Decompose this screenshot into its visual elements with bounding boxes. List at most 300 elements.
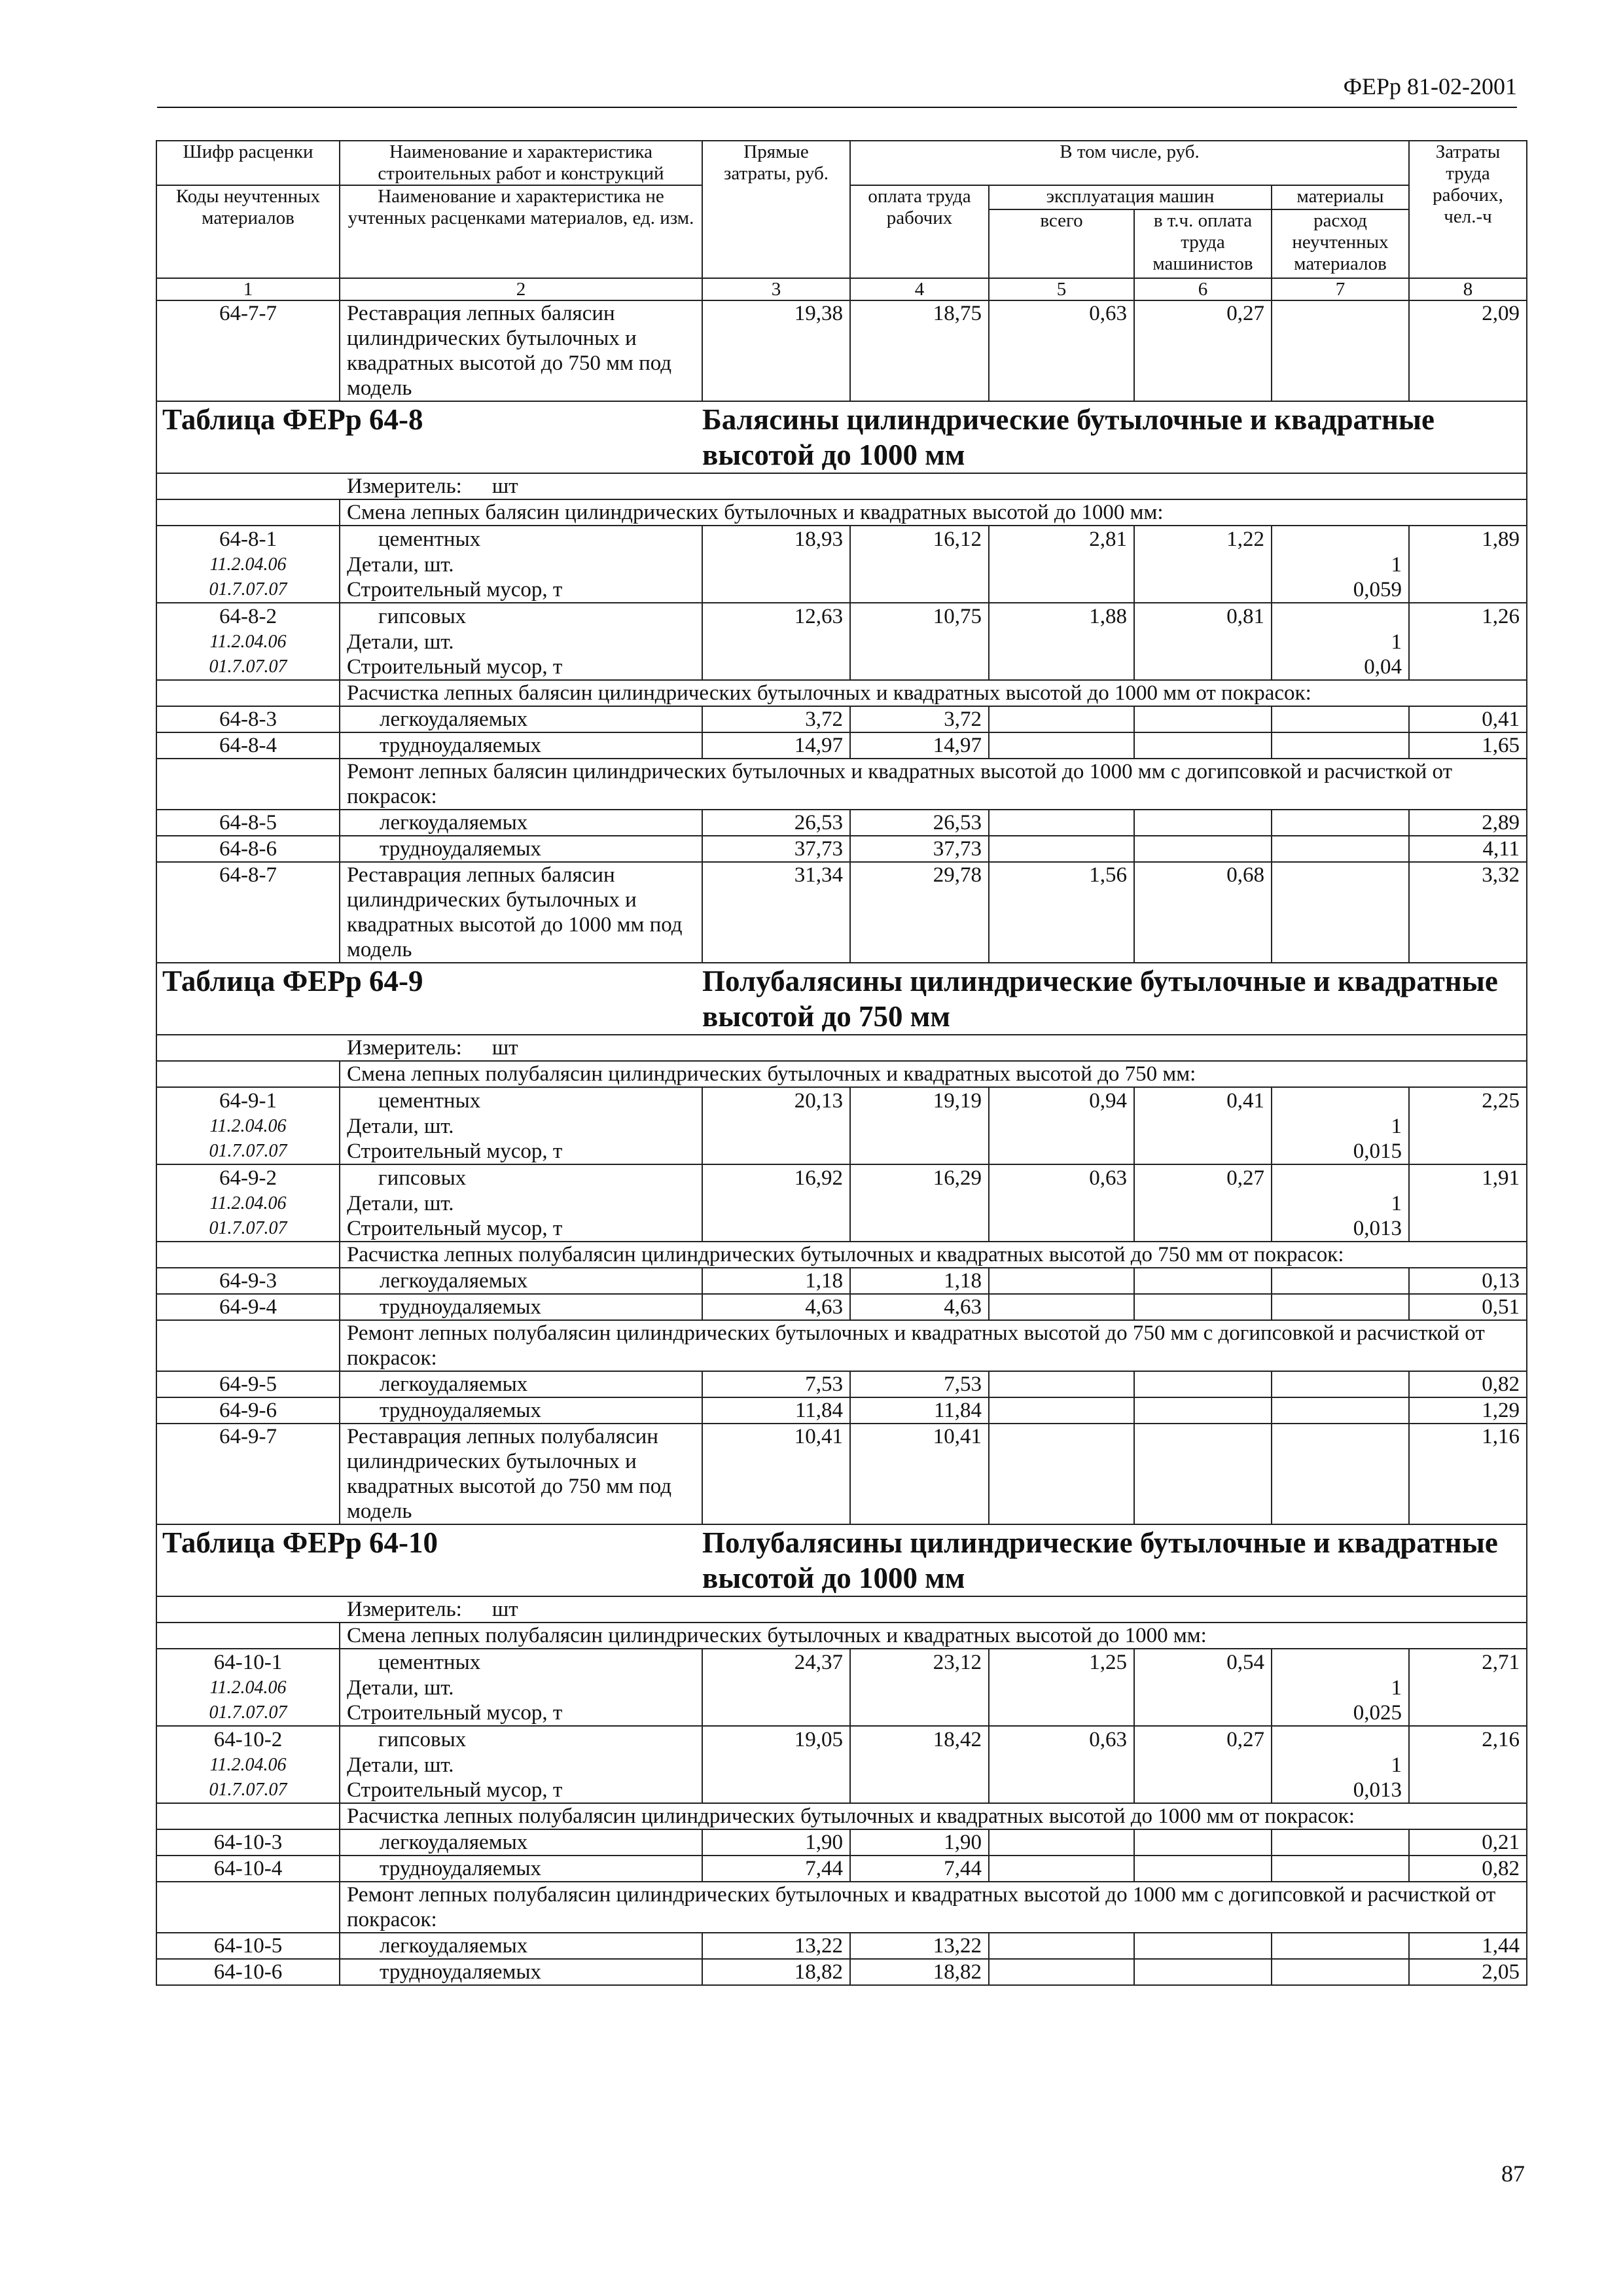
material-name: Строительный мусор, т — [347, 1778, 563, 1802]
rate-description-cell — [340, 1649, 702, 1726]
value-direct: 7,44 — [702, 1856, 850, 1882]
col-code-header: Шифр расценки — [156, 141, 340, 185]
table-title: Полубалясины цилиндрические бутылочные и квадратные высотой до 1000 мм — [702, 1524, 1527, 1596]
value-mach: 1,88 — [989, 603, 1134, 680]
value-direct: 13,22 — [702, 1933, 850, 1959]
materials — [1272, 300, 1409, 401]
material-name: Строительный мусор, т — [347, 1139, 563, 1163]
table-code: Таблица ФЕРр 64-9 — [156, 963, 702, 1035]
measure-row — [156, 473, 1527, 499]
value-direct: 37,73 — [702, 836, 850, 862]
value-labor: 18,42 — [850, 1726, 989, 1803]
value-mach — [989, 1294, 1134, 1320]
materials — [1272, 862, 1409, 963]
value-labor: 18,82 — [850, 1959, 989, 1985]
material-code: 11.2.04.06 — [209, 554, 287, 575]
rate-code-cell — [156, 526, 340, 603]
materials — [1272, 1371, 1409, 1397]
value-labor: 23,12 — [850, 1649, 989, 1726]
table-row — [156, 1268, 1527, 1294]
rate-description: трудноудаляемых — [340, 1856, 702, 1882]
value-labor: 10,41 — [850, 1424, 989, 1524]
table-row — [156, 836, 1527, 862]
machines-total: 0,63 — [989, 300, 1134, 401]
table-row — [156, 1164, 1527, 1242]
labor-hours: 0,21 — [1409, 1829, 1527, 1856]
group-heading: Ремонт лепных полубалясин цилиндрических бутылочных и квадратных высотой до 750 мм с догипсовкой и расчисткой от покрасок: — [340, 1320, 1527, 1371]
value-direct: 18,82 — [702, 1959, 850, 1985]
value-labor: 1,18 — [850, 1268, 989, 1294]
value-mach — [989, 836, 1134, 862]
empty-cell — [156, 1803, 340, 1829]
value-direct: 12,63 — [702, 603, 850, 680]
value-labor: 29,78 — [850, 862, 989, 963]
material-qty: 1 — [1391, 1676, 1402, 1700]
material-qty: 0,015 — [1353, 1139, 1402, 1163]
value-direct: 18,93 — [702, 526, 850, 603]
measure-label: Измеритель: — [347, 1598, 462, 1621]
table-row — [156, 1424, 1527, 1524]
section-title-row — [156, 963, 1527, 1035]
materials — [1272, 1829, 1409, 1856]
group-heading-row — [156, 680, 1527, 706]
rates-table — [156, 140, 1527, 1986]
value-mach: 2,81 — [989, 526, 1134, 603]
measure-unit: шт — [491, 475, 518, 498]
value-mach — [989, 1397, 1134, 1424]
measure-row — [156, 1035, 1527, 1061]
value-mach_labor — [1134, 836, 1272, 862]
table-row — [156, 1726, 1527, 1803]
section-title-row — [156, 401, 1527, 473]
col-machines-total-header: всего — [989, 209, 1134, 278]
rate-description: легкоудаляемых — [340, 1829, 702, 1856]
rate-description: легкоудаляемых — [340, 1268, 702, 1294]
materials-cell — [1272, 1164, 1409, 1242]
value-mach — [989, 732, 1134, 759]
col-materials-sub-header: расход неучтенных материалов — [1272, 209, 1409, 278]
value-labor: 10,75 — [850, 603, 989, 680]
materials-cell — [1272, 1726, 1409, 1803]
group-heading-row — [156, 1882, 1527, 1933]
section-title-row — [156, 1524, 1527, 1596]
materials — [1272, 810, 1409, 836]
rate-description: цементных — [378, 528, 481, 551]
col-name-header: Наименование и характеристика строительных работ и конструкций — [340, 141, 702, 185]
materials — [1272, 1959, 1409, 1985]
value-labor: 4,63 — [850, 1294, 989, 1320]
materials — [1272, 1424, 1409, 1524]
material-name: Детали, шт. — [347, 553, 454, 577]
table-row — [156, 526, 1527, 603]
material-code: 01.7.07.07 — [209, 579, 287, 600]
table-row — [156, 1087, 1527, 1164]
table-row — [156, 706, 1527, 732]
value-labor: 16,12 — [850, 526, 989, 603]
material-code: 01.7.07.07 — [209, 1702, 287, 1723]
value-mach — [989, 1268, 1134, 1294]
labor-hours: 0,82 — [1409, 1856, 1527, 1882]
material-name: Детали, шт. — [347, 1192, 454, 1215]
rate-description: трудноудаляемых — [340, 1959, 702, 1985]
value-labor: 3,72 — [850, 706, 989, 732]
value-mach_labor: 0,54 — [1134, 1649, 1272, 1726]
table-code: Таблица ФЕРр 64-10 — [156, 1524, 702, 1596]
material-name: Строительный мусор, т — [347, 1701, 563, 1725]
group-heading-row — [156, 759, 1527, 810]
material-qty: 0,025 — [1353, 1701, 1402, 1725]
materials-cell — [1272, 526, 1409, 603]
value-mach_labor: 0,81 — [1134, 603, 1272, 680]
value-direct: 11,84 — [702, 1397, 850, 1424]
value-mach: 0,94 — [989, 1087, 1134, 1164]
rate-code: 64-9-7 — [156, 1424, 340, 1524]
value-mach_labor — [1134, 1371, 1272, 1397]
colnum-3: 3 — [702, 278, 850, 300]
value-mach: 0,63 — [989, 1726, 1134, 1803]
colnum-7: 7 — [1272, 278, 1409, 300]
value-mach — [989, 1933, 1134, 1959]
rate-description-cell — [340, 1726, 702, 1803]
value-direct: 31,34 — [702, 862, 850, 963]
value-direct: 4,63 — [702, 1294, 850, 1320]
table-code: Таблица ФЕРр 64-8 — [156, 401, 702, 473]
measure-cell — [156, 1596, 1527, 1623]
value-mach — [989, 810, 1134, 836]
group-heading: Расчистка лепных полубалясин цилиндрических бутылочных и квадратных высотой до 1000 мм от покрасок: — [340, 1803, 1527, 1829]
value-mach_labor: 0,41 — [1134, 1087, 1272, 1164]
labor-hours: 2,05 — [1409, 1959, 1527, 1985]
rate-code-cell — [156, 603, 340, 680]
empty-cell — [156, 680, 340, 706]
value-direct: 1,18 — [702, 1268, 850, 1294]
labor-hours: 2,89 — [1409, 810, 1527, 836]
empty-cell — [156, 759, 340, 810]
value-direct: 26,53 — [702, 810, 850, 836]
table-row — [156, 732, 1527, 759]
group-heading-row — [156, 1061, 1527, 1087]
colnum-1: 1 — [156, 278, 340, 300]
material-name: Строительный мусор, т — [347, 578, 563, 601]
material-qty: 0,013 — [1353, 1217, 1402, 1240]
material-qty: 0,013 — [1353, 1778, 1402, 1802]
value-mach_labor — [1134, 810, 1272, 836]
rate-description: трудноудаляемых — [340, 732, 702, 759]
value-direct: 14,97 — [702, 732, 850, 759]
value-mach_labor — [1134, 1856, 1272, 1882]
labor-hours: 0,41 — [1409, 706, 1527, 732]
labor-hours: 2,09 — [1409, 300, 1527, 401]
col-materials-header: материалы — [1272, 185, 1409, 209]
rate-code: 64-9-1 — [219, 1089, 277, 1113]
value-mach_labor: 1,22 — [1134, 526, 1272, 603]
rate-code: 64-10-1 — [213, 1651, 283, 1674]
value-labor: 1,90 — [850, 1829, 989, 1856]
value-direct: 1,90 — [702, 1829, 850, 1856]
material-code: 11.2.04.06 — [209, 1755, 287, 1775]
rate-code: 64-9-5 — [156, 1371, 340, 1397]
colnum-6: 6 — [1134, 278, 1272, 300]
labor-hours: 2,25 — [1409, 1087, 1527, 1164]
material-name: Детали, шт. — [347, 1753, 454, 1777]
rate-description: трудноудаляемых — [340, 1397, 702, 1424]
group-heading: Расчистка лепных полубалясин цилиндрических бутылочных и квадратных высотой до 750 мм от покрасок: — [340, 1242, 1527, 1268]
rate-code: 64-9-4 — [156, 1294, 340, 1320]
rate-description: легкоудаляемых — [340, 706, 702, 732]
group-heading-row — [156, 1242, 1527, 1268]
table-title: Балясины цилиндрические бутылочные и квадратные высотой до 1000 мм — [702, 401, 1527, 473]
measure-cell — [156, 473, 1527, 499]
material-code: 01.7.07.07 — [209, 1780, 287, 1800]
material-qty: 0,059 — [1353, 578, 1402, 601]
materials-cell — [1272, 603, 1409, 680]
measure-row — [156, 1596, 1527, 1623]
rate-code: 64-7-7 — [156, 300, 340, 401]
table-row — [156, 1649, 1527, 1726]
labor-hours: 1,26 — [1409, 603, 1527, 680]
measure-unit: шт — [491, 1036, 518, 1060]
materials — [1272, 1268, 1409, 1294]
value-direct: 24,37 — [702, 1649, 850, 1726]
rate-code-cell — [156, 1087, 340, 1164]
empty-cell — [156, 1242, 340, 1268]
value-labor: 7,53 — [850, 1371, 989, 1397]
table-row — [156, 1829, 1527, 1856]
labor-hours: 0,51 — [1409, 1294, 1527, 1320]
material-name: Строительный мусор, т — [347, 655, 563, 679]
labor-hours: 1,89 — [1409, 526, 1527, 603]
header-rule — [157, 107, 1517, 108]
measure-label: Измеритель: — [347, 475, 462, 498]
empty-cell — [156, 1882, 340, 1933]
material-code: 01.7.07.07 — [209, 656, 287, 677]
value-direct: 20,13 — [702, 1087, 850, 1164]
group-heading: Смена лепных полубалясин цилиндрических бутылочных и квадратных высотой до 750 мм: — [340, 1061, 1527, 1087]
rate-description: легкоудаляемых — [340, 1933, 702, 1959]
colnum-8: 8 — [1409, 278, 1527, 300]
rate-description-cell — [340, 1164, 702, 1242]
rate-description: легкоудаляемых — [340, 1371, 702, 1397]
material-qty: 1 — [1391, 630, 1402, 654]
value-mach_labor — [1134, 1294, 1272, 1320]
labor-hours: 0,82 — [1409, 1371, 1527, 1397]
table-row — [156, 810, 1527, 836]
rate-code: 64-8-5 — [156, 810, 340, 836]
colnum-5: 5 — [989, 278, 1134, 300]
materials — [1272, 1856, 1409, 1882]
labor-hours: 1,44 — [1409, 1933, 1527, 1959]
colnum-2: 2 — [340, 278, 702, 300]
rate-code: 64-8-1 — [219, 528, 277, 551]
rate-description: цементных — [378, 1089, 481, 1113]
value-mach_labor — [1134, 1959, 1272, 1985]
table-row — [156, 1371, 1527, 1397]
rate-description-cell — [340, 1087, 702, 1164]
value-labor: 7,44 — [850, 1856, 989, 1882]
col-labor-header: оплата труда рабочих — [850, 185, 989, 278]
table-row — [156, 1294, 1527, 1320]
col-incl-header: В том числе, руб. — [850, 141, 1409, 185]
value-labor: 16,29 — [850, 1164, 989, 1242]
group-heading: Ремонт лепных полубалясин цилиндрических бутылочных и квадратных высотой до 1000 мм с догипсовкой и расчисткой от покрасок: — [340, 1882, 1527, 1933]
labor-hours: 0,13 — [1409, 1268, 1527, 1294]
group-heading: Расчистка лепных балясин цилиндрических бутылочных и квадратных высотой до 1000 мм от покрасок: — [340, 680, 1527, 706]
value-mach — [989, 1959, 1134, 1985]
col-direct-header: Прямые затраты, руб. — [702, 141, 850, 278]
table-row — [156, 300, 1527, 401]
group-heading-row — [156, 1803, 1527, 1829]
rate-code: 64-10-4 — [156, 1856, 340, 1882]
rate-code: 64-9-3 — [156, 1268, 340, 1294]
labor-hours: 2,71 — [1409, 1649, 1527, 1726]
rate-description: Реставрация лепных балясин цилиндрических бутылочных и квадратных высотой до 750 мм под модель — [340, 300, 702, 401]
group-heading: Смена лепных полубалясин цилиндрических бутылочных и квадратных высотой до 1000 мм: — [340, 1623, 1527, 1649]
labor-pay: 18,75 — [850, 300, 989, 401]
colnum-4: 4 — [850, 278, 989, 300]
material-code: 01.7.07.07 — [209, 1218, 287, 1238]
direct-cost: 19,38 — [702, 300, 850, 401]
value-mach_labor — [1134, 1829, 1272, 1856]
table-row — [156, 1959, 1527, 1985]
rate-code: 64-10-5 — [156, 1933, 340, 1959]
materials — [1272, 1294, 1409, 1320]
rate-code: 64-8-4 — [156, 732, 340, 759]
material-code: 11.2.04.06 — [209, 1193, 287, 1213]
value-mach_labor: 0,27 — [1134, 1726, 1272, 1803]
value-mach — [989, 1829, 1134, 1856]
group-heading-row — [156, 499, 1527, 526]
material-name: Детали, шт. — [347, 1115, 454, 1138]
rate-code-cell — [156, 1649, 340, 1726]
value-mach_labor — [1134, 732, 1272, 759]
value-mach_labor — [1134, 706, 1272, 732]
value-mach: 1,56 — [989, 862, 1134, 963]
rate-code: 64-10-3 — [156, 1829, 340, 1856]
rate-code: 64-9-6 — [156, 1397, 340, 1424]
measure-cell — [156, 1035, 1527, 1061]
rate-code: 64-8-6 — [156, 836, 340, 862]
value-labor: 37,73 — [850, 836, 989, 862]
material-qty: 1 — [1391, 1115, 1402, 1138]
material-qty: 1 — [1391, 1753, 1402, 1777]
header-row-1 — [156, 141, 1527, 185]
labor-hours: 2,16 — [1409, 1726, 1527, 1803]
material-qty: 0,04 — [1364, 655, 1402, 679]
value-direct: 16,92 — [702, 1164, 850, 1242]
value-mach: 0,63 — [989, 1164, 1134, 1242]
rate-description: Реставрация лепных балясин цилиндрических бутылочных и квадратных высотой до 1000 мм под модель — [340, 862, 702, 963]
value-mach — [989, 1371, 1134, 1397]
material-code: 11.2.04.06 — [209, 632, 287, 652]
rate-description: трудноудаляемых — [340, 836, 702, 862]
value-direct: 7,53 — [702, 1371, 850, 1397]
materials-cell — [1272, 1087, 1409, 1164]
labor-hours: 1,16 — [1409, 1424, 1527, 1524]
value-mach — [989, 706, 1134, 732]
rate-code: 64-8-2 — [219, 605, 277, 628]
empty-cell — [156, 1061, 340, 1087]
value-mach_labor: 0,68 — [1134, 862, 1272, 963]
labor-hours: 1,91 — [1409, 1164, 1527, 1242]
material-qty: 1 — [1391, 553, 1402, 577]
rate-code: 64-8-7 — [156, 862, 340, 963]
value-direct: 10,41 — [702, 1424, 850, 1524]
material-name: Детали, шт. — [347, 1676, 454, 1700]
material-code: 11.2.04.06 — [209, 1677, 287, 1698]
table-row — [156, 1397, 1527, 1424]
materials — [1272, 836, 1409, 862]
document-code: ФЕРр 81-02-2001 — [1343, 73, 1517, 99]
value-mach_labor — [1134, 1397, 1272, 1424]
labor-hours: 3,32 — [1409, 862, 1527, 963]
value-mach_labor — [1134, 1424, 1272, 1524]
measure-label: Измеритель: — [347, 1036, 462, 1060]
rate-code-cell — [156, 1726, 340, 1803]
value-labor: 19,19 — [850, 1087, 989, 1164]
empty-cell — [156, 1320, 340, 1371]
group-heading: Смена лепных балясин цилиндрических бутылочных и квадратных высотой до 1000 мм: — [340, 499, 1527, 526]
rate-description: трудноудаляемых — [340, 1294, 702, 1320]
empty-cell — [156, 1623, 340, 1649]
rate-code: 64-8-3 — [156, 706, 340, 732]
rate-code: 64-9-2 — [219, 1166, 277, 1190]
value-direct: 3,72 — [702, 706, 850, 732]
material-name: Детали, шт. — [347, 630, 454, 654]
table-row — [156, 1933, 1527, 1959]
materials — [1272, 732, 1409, 759]
table-row — [156, 603, 1527, 680]
measure-unit: шт — [491, 1598, 518, 1621]
materials — [1272, 706, 1409, 732]
rate-description: цементных — [378, 1651, 481, 1674]
value-labor: 14,97 — [850, 732, 989, 759]
material-qty: 1 — [1391, 1192, 1402, 1215]
rate-description-cell — [340, 603, 702, 680]
machines-labor: 0,27 — [1134, 300, 1272, 401]
value-labor: 26,53 — [850, 810, 989, 836]
labor-hours: 1,65 — [1409, 732, 1527, 759]
materials — [1272, 1397, 1409, 1424]
value-mach: 1,25 — [989, 1649, 1134, 1726]
material-code: 01.7.07.07 — [209, 1141, 287, 1161]
col-material-name-header: Наименование и характеристика не учтенных расценками материалов, ед. изм. — [340, 185, 702, 278]
rate-description: гипсовых — [378, 605, 467, 628]
rate-code: 64-10-6 — [156, 1959, 340, 1985]
material-name: Строительный мусор, т — [347, 1217, 563, 1240]
column-numbers-row — [156, 278, 1527, 300]
rate-code: 64-10-2 — [213, 1728, 283, 1751]
rate-description: легкоудаляемых — [340, 810, 702, 836]
labor-hours: 4,11 — [1409, 836, 1527, 862]
col-material-code-header: Коды неучтенных материалов — [156, 185, 340, 278]
value-mach_labor: 0,27 — [1134, 1164, 1272, 1242]
rate-description: гипсовых — [378, 1728, 467, 1751]
table-title: Полубалясины цилиндрические бутылочные и квадратные высотой до 750 мм — [702, 963, 1527, 1035]
value-mach — [989, 1856, 1134, 1882]
rate-code-cell — [156, 1164, 340, 1242]
page-number: 87 — [1501, 2161, 1525, 2187]
value-mach — [989, 1424, 1134, 1524]
empty-cell — [156, 499, 340, 526]
col-machines-header: эксплуатация машин — [989, 185, 1272, 209]
col-labor-cost-header: Затраты труда рабочих, чел.-ч — [1409, 141, 1527, 278]
value-direct: 19,05 — [702, 1726, 850, 1803]
rate-description: гипсовых — [378, 1166, 467, 1190]
group-heading-row — [156, 1623, 1527, 1649]
labor-hours: 1,29 — [1409, 1397, 1527, 1424]
value-mach_labor — [1134, 1933, 1272, 1959]
materials-cell — [1272, 1649, 1409, 1726]
